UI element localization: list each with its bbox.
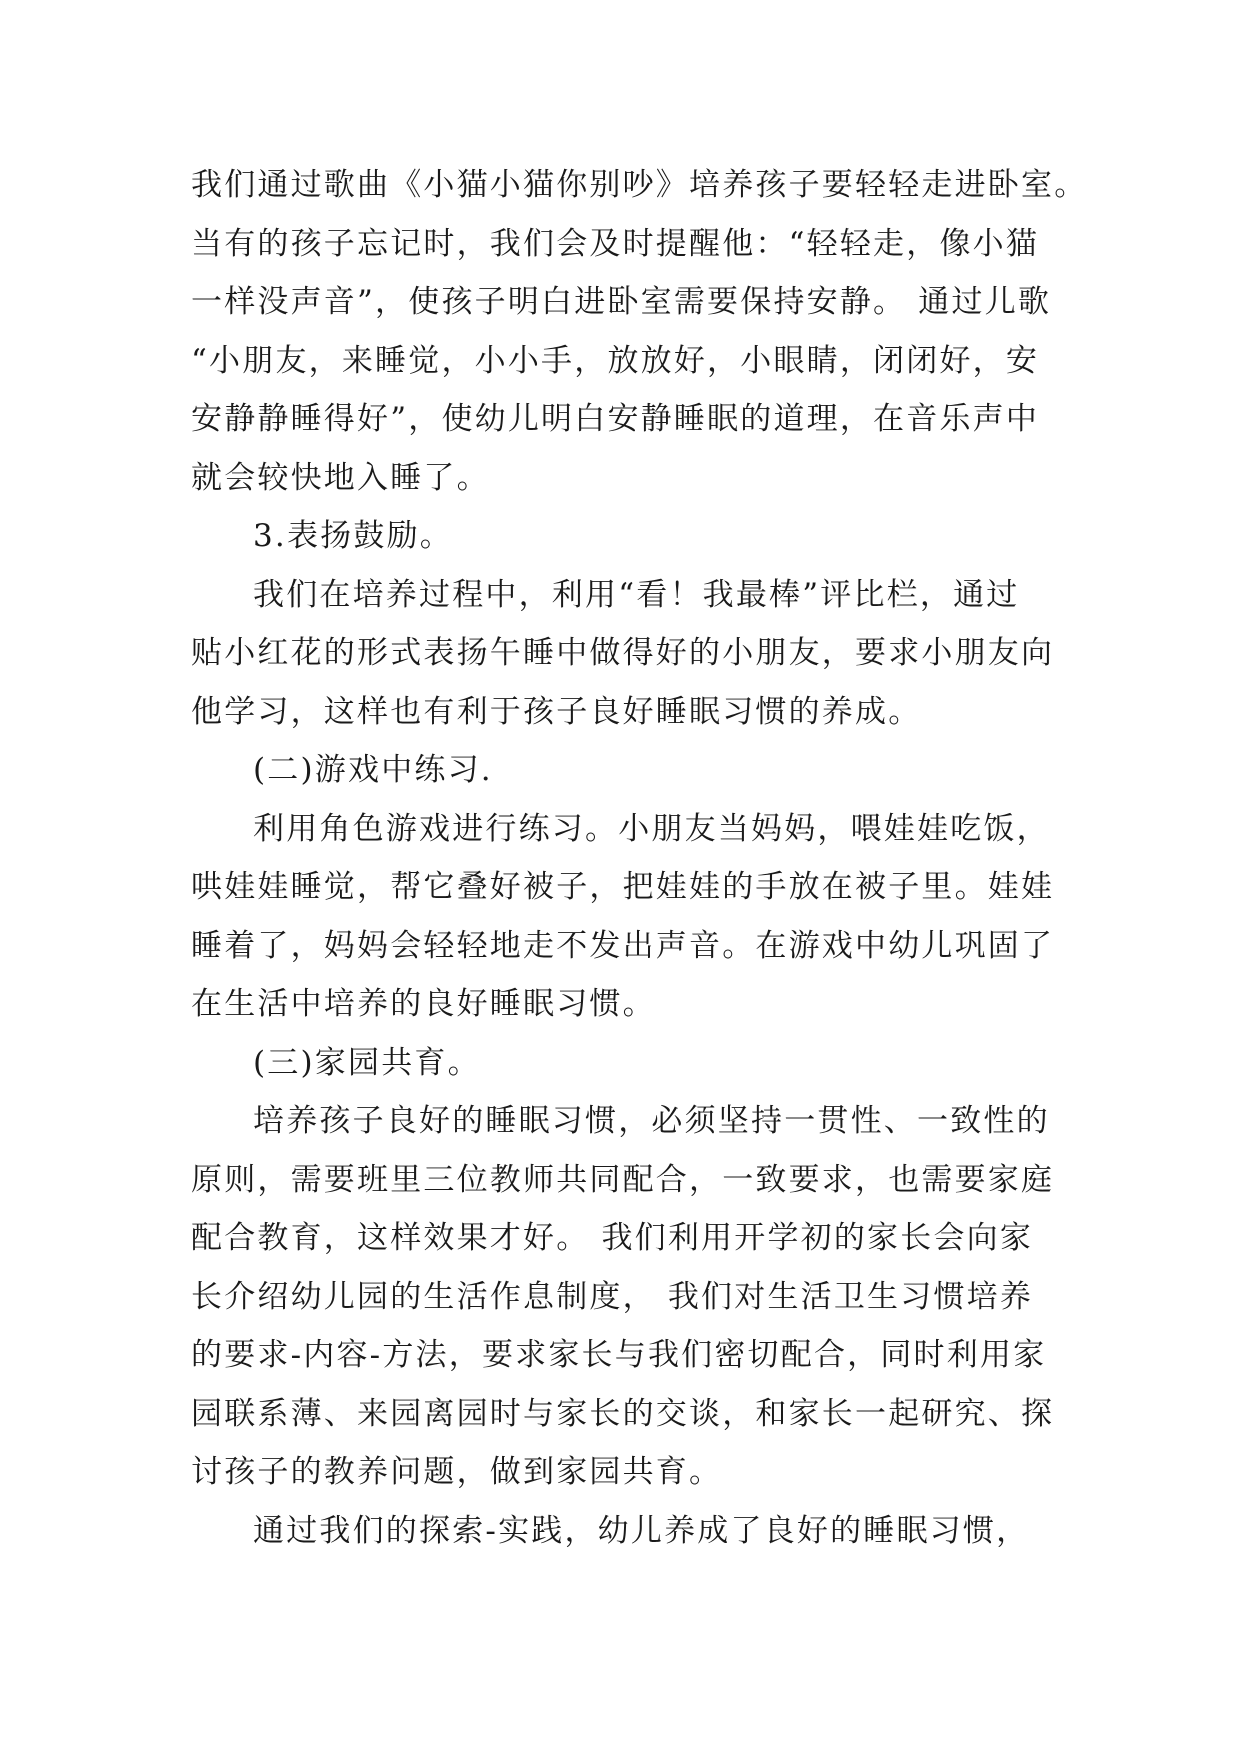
text-line: 原则，需要班里三位教师共同配合，一致要求，也需要家庭 (191, 1161, 1055, 1198)
text-line: 配合教育，这样效果才好。 我们利用开学初的家长会向家 (191, 1220, 1034, 1256)
text-line: 一样没声音”，使孩子明白进卧室需要保持安静。 通过儿歌 (191, 284, 1052, 320)
text-line: 他学习，这样也有利于孩子良好睡眠习惯的养成。 (191, 693, 922, 730)
text-line: 我们通过歌曲《小猫小猫你别吵》培养孩子要轻轻走进卧室。 (191, 167, 1088, 203)
heading-game-practice (191, 741, 1061, 800)
text-line: 在生活中培养的良好睡眠习惯。 (191, 986, 656, 1022)
text-line: 讨孩子的教养问题，做到家园共育。 (191, 1454, 723, 1490)
text-line: “小朋友，来睡觉，小小手，放放好，小眼睛，闭闭好，安 (191, 342, 1040, 379)
paragraph-game-practice (191, 800, 1061, 1034)
text-line: 长介绍幼儿园的生活作息制度， 我们对生活卫生习惯培养 (191, 1278, 1034, 1315)
text-line: 3.表扬鼓励。 (253, 518, 453, 554)
text-line: 当有的孩子忘记时，我们会及时提醒他：“轻轻走，像小猫 (191, 225, 1040, 262)
text-line: 安静静睡得好”，使幼儿明白安静睡眠的道理，在音乐声中 (191, 401, 1040, 437)
text-line: 园联系薄、来园离园时与家长的交谈，和家长一起研究、探 (191, 1395, 1055, 1432)
text-line: 通过我们的探索-实践，幼儿养成了良好的睡眠习惯， (253, 1512, 1030, 1549)
paragraph-home-school (191, 1092, 1061, 1502)
text-line: 哄娃娃睡觉，帮它叠好被子，把娃娃的手放在被子里。娃娃 (191, 869, 1055, 905)
text-line: 利用角色游戏进行练习。小朋友当妈妈，喂娃娃吃饭， (253, 810, 1050, 847)
text-line: 睡着了，妈妈会轻轻地走不发出声音。在游戏中幼儿巩固了 (191, 927, 1055, 964)
text-line: 的要求-内容-方法，要求家长与我们密切配合，同时利用家 (191, 1337, 1047, 1373)
text-line: 我们在培养过程中，利用“看！我最棒”评比栏，通过 (253, 576, 1020, 613)
text-line: (三)家园共育。 (253, 1044, 481, 1081)
text-line: (二)游戏中练习. (253, 752, 493, 788)
paragraph-conclusion (191, 1502, 1061, 1561)
paragraph-praise (191, 566, 1061, 742)
heading-home-school (191, 1034, 1061, 1093)
document-body (191, 156, 1088, 1560)
text-line: 贴小红花的形式表扬午睡中做得好的小朋友，要求小朋友向 (191, 635, 1055, 671)
text-line: 培养孩子良好的睡眠习惯，必须坚持一贯性、一致性的 (253, 1103, 1050, 1139)
paragraph-lullaby-song (191, 156, 1088, 507)
heading-praise-encourage (191, 507, 1061, 566)
text-line: 就会较快地入睡了。 (191, 459, 490, 496)
